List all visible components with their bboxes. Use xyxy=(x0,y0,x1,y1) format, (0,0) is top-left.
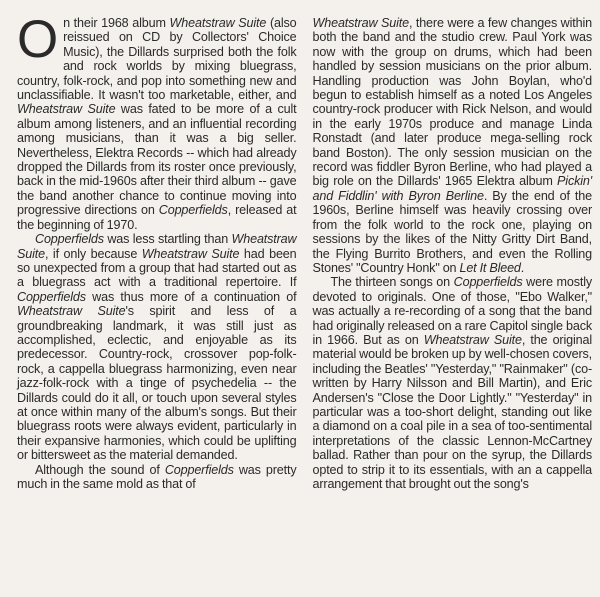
paragraph xyxy=(313,16,593,275)
album-title: Copperfields xyxy=(164,462,234,477)
album-title: Wheatstraw Suite xyxy=(17,304,126,319)
album-title: Copperfields xyxy=(35,232,104,247)
text-run: The thirteen songs on xyxy=(330,275,454,290)
text-run: Although the sound of xyxy=(35,462,165,477)
text-run: (also reissued on CD by Collectors' Choice Music), the Dillards surprised both the folk and rock worlds by mixing bluegrass, country, folk-rock, and pop into something new and unclassifiable. It wasn't too marketable, either, and xyxy=(17,16,297,103)
album-title: Copperfields xyxy=(17,289,86,304)
album-title: Copperfields xyxy=(158,203,228,218)
album-title: Wheatstraw Suite xyxy=(17,232,297,261)
album-title: Wheatstraw Suite xyxy=(17,102,116,117)
text-run: had been so unexpected from a group that had started out as a bluegrass act with a traditional repertoire. If xyxy=(17,246,297,290)
text-run: . By the end of the 1960s, Berline himself was heavily crossing over from the folk world to the rock one, playing on sessions by the likes of the Nitty Gritty Dirt Band, the Flying Burrito Brothers, and even the Rolling Stones' "Country Honk" on xyxy=(312,188,592,275)
right-column xyxy=(313,16,593,597)
text-run: , the original material would be broken up by well-chosen covers, including the Beatles' "Yesterday," "Rainmaker" (co-written by Harry Nilsson and Bill Martin), and Eric Andersen's "Close the Door Lightly." "Yesterday" in particular was a too-short delight, standing out like a diamond on a coal pile in a sea of too-sentimental interpretations of the classic Lennon-McCartney ballad. Rather than pour on the syrup, the Dillards opted to strip it to its essentials, with an a cappella arrangement that brought out the song's xyxy=(312,332,593,491)
text-run: was less startling than xyxy=(103,232,232,247)
album-title: Wheatstraw Suite xyxy=(141,246,240,261)
text-run: was pretty much in the same mold as that of xyxy=(17,462,297,491)
album-title: Let It Bleed xyxy=(459,260,521,275)
text-run: was fated to be more of a cult album among listeners, and an influential recording among musicians, than it was a big seller. Nevertheless, Elektra Records -- which had already dropped the Dillards from its roster once previously, back in the mid-1960s after their third album -- gave the band another chance to continue moving into progressive directions on xyxy=(17,102,297,218)
text-run: n their 1968 album xyxy=(63,16,170,30)
paragraph xyxy=(17,232,297,463)
text-run: 's spirit and less of a groundbreaking landmark, it was still just as accomplished, eclectic, and enjoyable as its predecessor. Country-rock, crossover pop-folk-rock, a cappella bluegrass harmonizing, even near jazz-folk-rock with a tinge of psychedelia -- the Dillards could do it all, or touch upon several styles at once within many of the album's songs. But their bluegrass roots were always evident, particularly in their expansive harmonies, which could be uplifting or bittersweet as the material demanded. xyxy=(17,304,297,463)
text-run: , released at the beginning of 1970. xyxy=(17,203,297,232)
album-title: Wheatstraw Suite xyxy=(169,16,267,30)
left-column xyxy=(17,10,297,597)
text-run: , if only because xyxy=(44,246,142,261)
album-title: Wheatstraw Suite xyxy=(423,332,522,347)
paragraph xyxy=(17,10,297,232)
album-title: Pickin' and Fiddlin' with Byron Berline xyxy=(312,174,592,203)
text-run: , there were a few changes within both the band and the studio crew. Paul York was now with the group on drums, which had been handled by session musicians on the prior album. Handling production was John Boylan, who'd begun to establish himself as a noted Los Angeles country-rock producer with Rick Nelson, and would in the early 1970s produce and manage Linda Ronstadt (and later produce mega-selling rock band Boston). The only session musician on the record was fiddler Byron Berline, who had played a big role on the Dillards' 1965 Elektra album xyxy=(312,16,592,189)
album-title: Copperfields xyxy=(453,275,523,290)
drop-cap: O xyxy=(17,10,59,69)
paragraph xyxy=(17,463,297,492)
album-title: Wheatstraw Suite xyxy=(312,16,409,30)
text-run: . xyxy=(520,260,525,275)
text-run: was thus more of a continuation of xyxy=(85,289,297,304)
paragraph xyxy=(313,275,593,491)
text-run: were mostly devoted to originals. One of those, "Ebo Walker," was actually a re-recording of a song that the band had originally released on a rare Capitol single back in 1966. But as on xyxy=(312,275,592,347)
